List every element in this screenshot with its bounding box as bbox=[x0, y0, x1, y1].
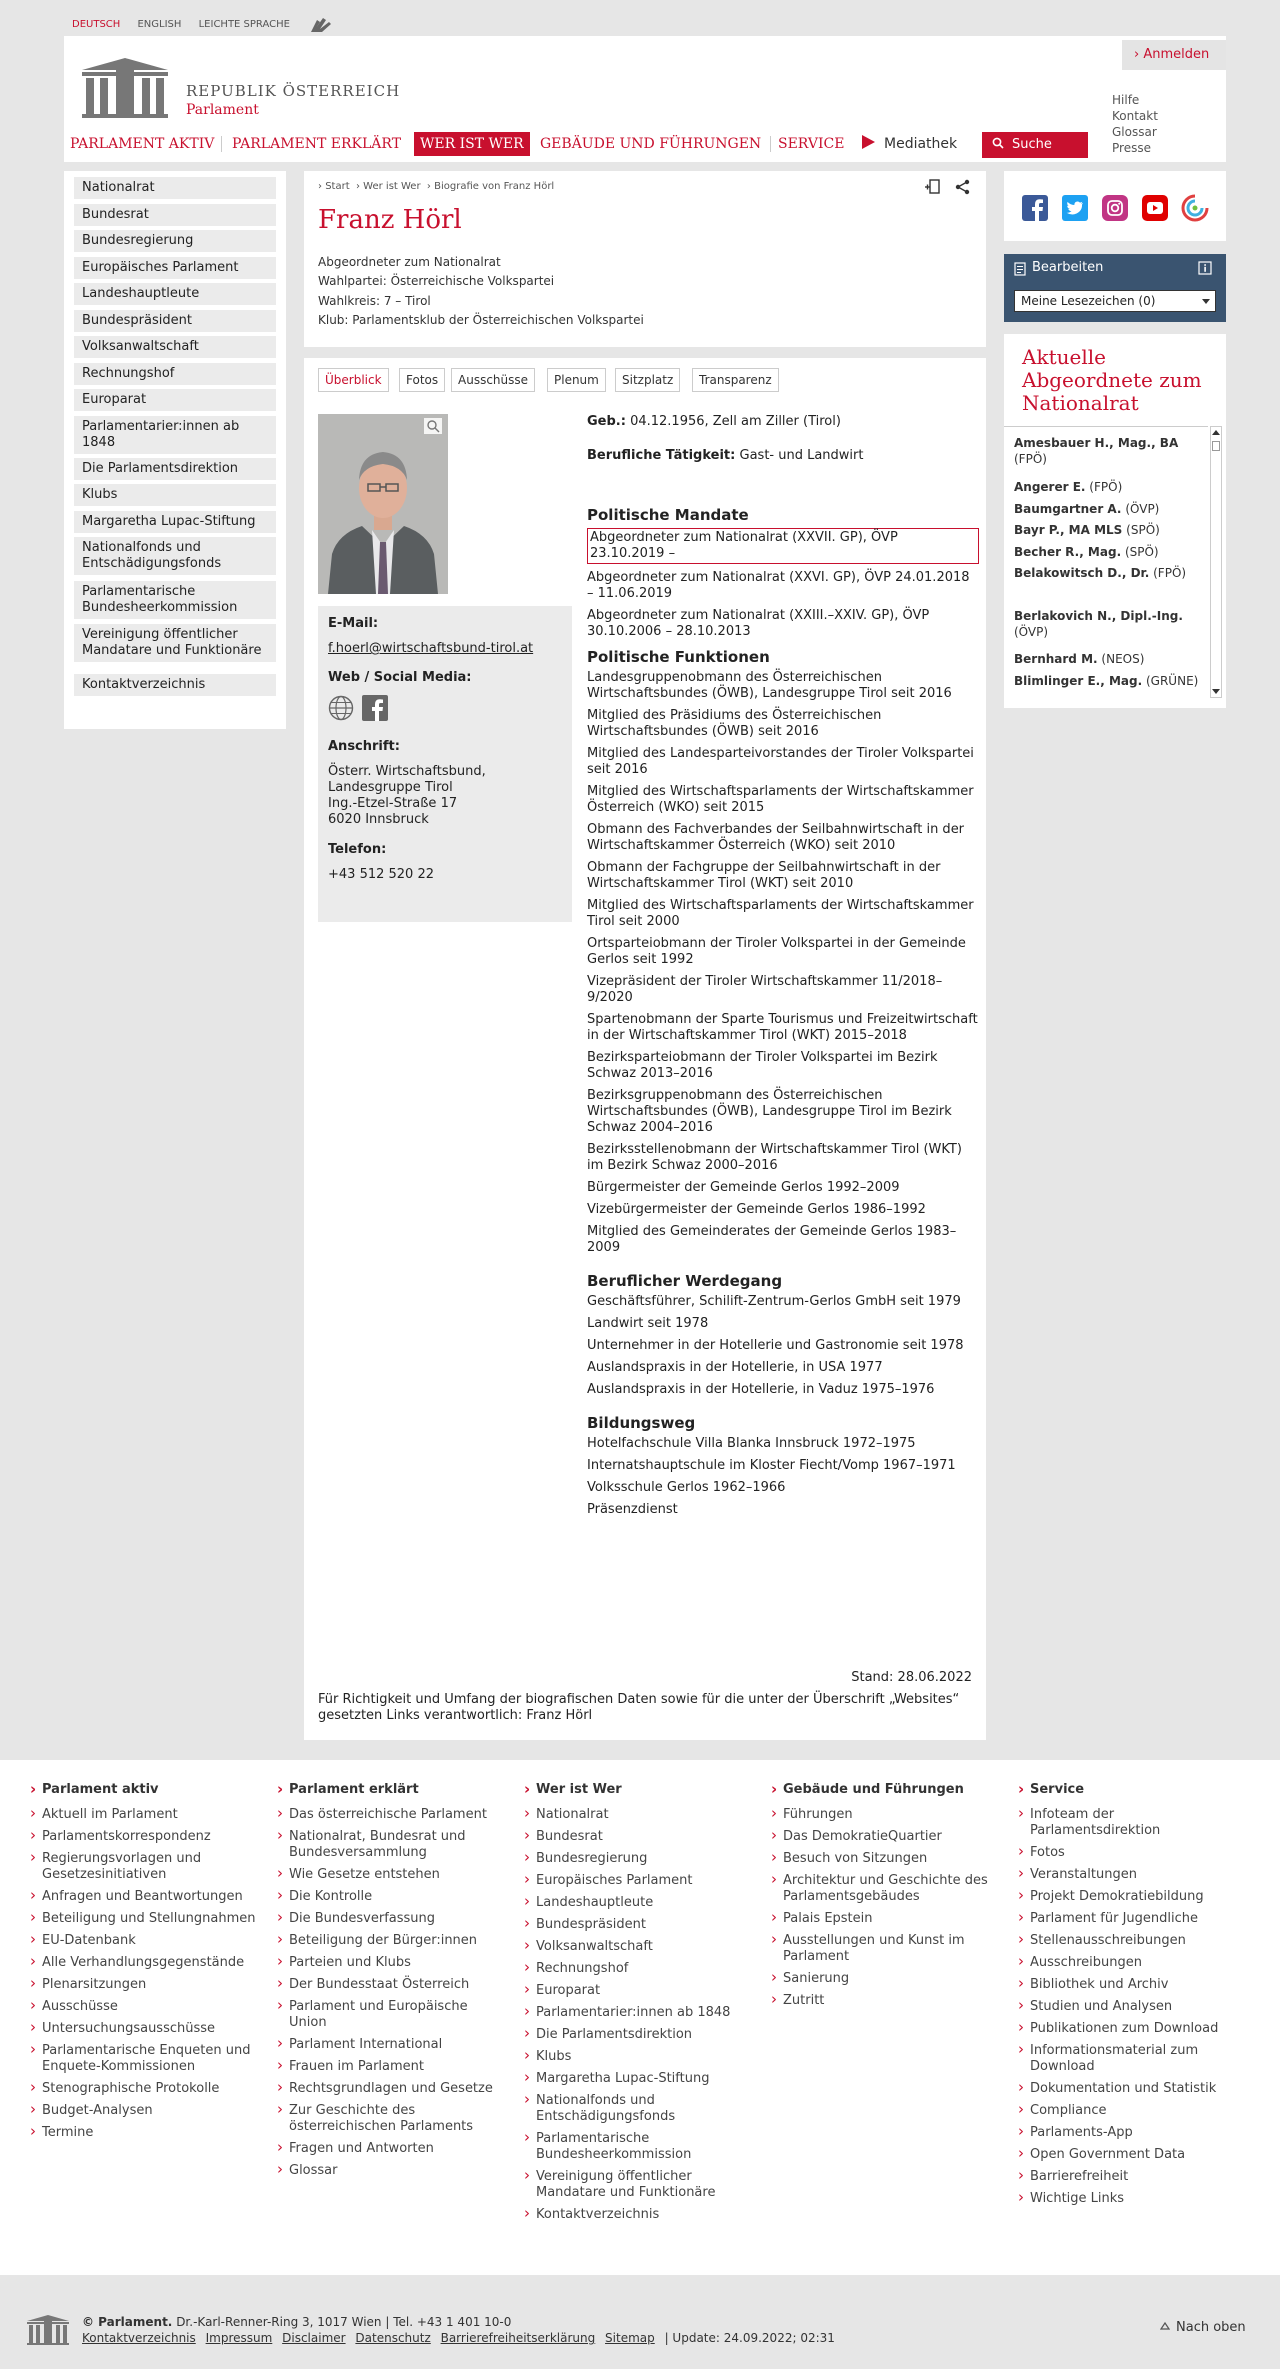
twitter-icon[interactable] bbox=[1062, 195, 1088, 221]
mps-list bbox=[1004, 426, 1208, 698]
footer-link[interactable]: › Informationsmaterial zum Download bbox=[1018, 2043, 1244, 2075]
mp-list-item[interactable]: Baumgartner A. (ÖVP) bbox=[1014, 502, 1160, 516]
util-kontakt[interactable]: Kontakt bbox=[1112, 109, 1158, 123]
mandate-item: Abgeordneter zum Nationalrat (XXVII. GP), ÖVP 23.10.2019 – bbox=[587, 528, 979, 564]
footer-link[interactable]: › EU-Datenbank bbox=[30, 1933, 256, 1949]
footer-heading[interactable]: › Gebäude und Führungen bbox=[771, 1782, 997, 1797]
bookmarks-select-value: Meine Lesezeichen (0) bbox=[1021, 294, 1156, 308]
play-icon bbox=[860, 134, 876, 150]
mediathek-label: Mediathek bbox=[884, 136, 958, 152]
footer-link[interactable]: › Plenarsitzungen bbox=[30, 1977, 256, 1993]
footer-link[interactable]: › Budget-Analysen bbox=[30, 2103, 256, 2119]
mp-list-item[interactable]: Angerer E. (FPÖ) bbox=[1014, 480, 1123, 494]
footer-link[interactable]: › Beteiligung und Stellungnahmen bbox=[30, 1911, 256, 1927]
footer-heading[interactable]: › Service bbox=[1018, 1782, 1244, 1797]
footer-link[interactable]: › Parlamentskorrespondenz bbox=[30, 1829, 256, 1845]
nav-parlament-aktiv[interactable]: PARLAMENT AKTIV bbox=[70, 136, 215, 152]
share-icon[interactable] bbox=[954, 178, 972, 196]
education-item: Volksschule Gerlos 1962–1966 bbox=[587, 1480, 786, 1495]
address-line: Österr. Wirtschaftsbund, bbox=[328, 764, 486, 779]
footer-link[interactable]: › Rechnungshof bbox=[524, 1961, 750, 1977]
footer-link[interactable]: › Europarat bbox=[524, 1983, 750, 1999]
search-label: Suche bbox=[1012, 137, 1052, 152]
site-footer bbox=[0, 1760, 1280, 2275]
podcast-icon[interactable] bbox=[1180, 193, 1210, 223]
mandate-item: Abgeordneter zum Nationalrat (XXIII.–XXIV. GP), ÖVP 30.10.2006 – 28.10.2013 bbox=[587, 608, 930, 639]
footer-link[interactable]: › Margaretha Lupac-Stiftung bbox=[524, 2071, 750, 2087]
born-value: 04.12.1956, Zell am Ziller (Tirol) bbox=[630, 414, 841, 429]
disclaimer: Für Richtigkeit und Umfang der biografischen Daten sowie für die unter der Überschrift „Websites“ gesetzten Links verantwortlich: Franz Hörl bbox=[318, 1692, 960, 1723]
footer-link[interactable]: › Frauen im Parlament bbox=[277, 2059, 503, 2075]
footer-link[interactable]: › Palais Epstein bbox=[771, 1911, 997, 1927]
career-item: Auslandspraxis in der Hotellerie, in USA 1977 bbox=[587, 1360, 883, 1375]
footer-link[interactable]: › Studien und Analysen bbox=[1018, 1999, 1244, 2015]
tab-plenum[interactable]: Plenum bbox=[547, 368, 606, 392]
contact-box bbox=[318, 606, 572, 922]
back-to-top[interactable] bbox=[1160, 2320, 1246, 2335]
footer-link[interactable]: › Europäisches Parlament bbox=[524, 1873, 750, 1889]
login-label: Anmelden bbox=[1143, 47, 1210, 62]
back-to-top-label: Nach oben bbox=[1176, 2320, 1246, 2335]
mp-list-item[interactable]: Amesbauer H., Mag., BA (FPÖ) bbox=[1014, 436, 1179, 466]
career-heading: Beruflicher Werdegang bbox=[587, 1272, 783, 1290]
profile-district: Wahlkreis: 7 – Tirol bbox=[318, 294, 431, 308]
function-item: Obmann des Fachverbandes der Seilbahnwirtschaft in der Wirtschaftskammer Österreich (WKO) seit 2010 bbox=[587, 822, 965, 853]
footer-link[interactable]: › Bundesrat bbox=[524, 1829, 750, 1845]
tab-ausschuesse[interactable]: Ausschüsse bbox=[451, 368, 535, 392]
footer-link[interactable]: › Termine bbox=[30, 2125, 256, 2141]
footer-link[interactable]: › Bibliothek und Archiv bbox=[1018, 1977, 1244, 1993]
function-item: Vizepräsident der Tiroler Wirtschaftskammer 11/2018–9/2020 bbox=[587, 974, 943, 1005]
mediathek-link[interactable] bbox=[860, 132, 957, 156]
info-icon[interactable] bbox=[1198, 261, 1212, 275]
address-line: Landesgruppe Tirol bbox=[328, 780, 453, 795]
scroll-down-icon[interactable] bbox=[1212, 687, 1220, 695]
phone-label: Telefon: bbox=[328, 842, 387, 857]
site-header bbox=[64, 36, 1226, 162]
footer-link[interactable]: › Parlament und Europäische Union bbox=[277, 1999, 503, 2031]
function-item: Vizebürgermeister der Gemeinde Gerlos 1986–1992 bbox=[587, 1202, 926, 1217]
footer-link[interactable]: › Barrierefreiheit bbox=[1018, 2169, 1244, 2185]
footer-link[interactable]: › Bundesregierung bbox=[524, 1851, 750, 1867]
footer-link[interactable]: › Parlament für Jugendliche bbox=[1018, 1911, 1244, 1927]
email-link[interactable]: f.hoerl@wirtschaftsbund-tirol.at bbox=[328, 641, 534, 656]
email-label: E-Mail: bbox=[328, 616, 379, 631]
sidebar-item[interactable]: Nationalrat bbox=[74, 177, 276, 199]
footer-link[interactable]: › Projekt Demokratiebildung bbox=[1018, 1889, 1244, 1905]
breadcrumb: › Start › Wer ist Wer › Biografie von Franz Hörl bbox=[318, 181, 555, 192]
tab-fotos[interactable]: Fotos bbox=[399, 368, 445, 392]
mps-list-scrollbar[interactable] bbox=[1210, 426, 1222, 698]
career-item: Unternehmer in der Hotellerie und Gastronomie seit 1978 bbox=[587, 1338, 964, 1353]
footer-link[interactable]: › Bundespräsident bbox=[524, 1917, 750, 1933]
footer-link[interactable]: › Architektur und Geschichte des Parlamentsgebäudes bbox=[771, 1873, 997, 1905]
facebook-icon[interactable] bbox=[362, 695, 388, 721]
function-item: Mitglied des Wirtschaftsparlaments der Wirtschaftskammer Tirol seit 2000 bbox=[587, 898, 974, 929]
footer-heading[interactable]: › Parlament aktiv bbox=[30, 1782, 256, 1797]
footer-link[interactable]: › Glossar bbox=[277, 2163, 503, 2179]
footer-link[interactable]: › Das österreichische Parlament bbox=[277, 1807, 503, 1823]
sidebar-item[interactable]: Klubs bbox=[74, 484, 276, 506]
footer-link[interactable]: › Vereinigung öffentlicher Mandatare und Funktionäre bbox=[524, 2169, 750, 2201]
function-item: Landesgruppenobmann des Österreichischen Wirtschaftsbundes (ÖWB), Landesgruppe Tirol seit 2016 bbox=[587, 670, 952, 701]
profile-club: Klub: Parlamentsklub der Österreichischen Volkspartei bbox=[318, 313, 644, 327]
footer-link[interactable]: › Kontaktverzeichnis bbox=[524, 2207, 750, 2223]
bookmarks-select[interactable] bbox=[1014, 290, 1216, 312]
mandate-item: Abgeordneter zum Nationalrat (XXVI. GP), ÖVP 24.01.2018 – 11.06.2019 bbox=[587, 570, 970, 601]
footer-link[interactable]: › Volksanwaltschaft bbox=[524, 1939, 750, 1955]
edit-panel bbox=[1004, 254, 1226, 322]
mp-list-item[interactable]: Berlakovich N., Dipl.-Ing. (ÖVP) bbox=[1014, 609, 1183, 639]
lang-leichte-sprache[interactable]: LEICHTE SPRACHE bbox=[198, 19, 290, 30]
function-item: Bezirksstellenobmann der Wirtschaftskammer Tirol (WKT) im Bezirk Schwaz 2000–2016 bbox=[587, 1142, 962, 1173]
sidebar-item[interactable]: Rechnungshof bbox=[74, 363, 276, 385]
biography bbox=[587, 414, 979, 1524]
footer-link[interactable]: › Die Parlamentsdirektion bbox=[524, 2027, 750, 2043]
mps-panel-title: Aktuelle Abgeordnete zum Nationalrat bbox=[1022, 345, 1202, 415]
last-updated: Stand: 28.06.2022 bbox=[851, 1670, 972, 1685]
address-block bbox=[328, 764, 562, 828]
function-item: Mitglied des Landesparteivorstandes der Tiroler Volkspartei seit 2016 bbox=[587, 746, 974, 777]
job-value: Gast- und Landwirt bbox=[739, 448, 864, 463]
nav-gebaeude-fuehrungen[interactable]: GEBÄUDE UND FÜHRUNGEN bbox=[540, 136, 762, 152]
footer-link[interactable]: › Die Bundesverfassung bbox=[277, 1911, 503, 1927]
scrollbar-thumb[interactable] bbox=[1212, 441, 1220, 451]
footer-link[interactable]: › Landeshauptleute bbox=[524, 1895, 750, 1911]
bottom-text bbox=[82, 2314, 835, 2346]
bottom-link[interactable]: Barrierefreiheitserklärung bbox=[440, 2331, 596, 2345]
sidebar-item[interactable]: Bundespräsident bbox=[74, 310, 276, 332]
tab-transparenz[interactable]: Transparenz bbox=[692, 368, 779, 392]
footer-link[interactable]: › Alle Verhandlungsgegenstände bbox=[30, 1955, 256, 1971]
parliament-logo-icon[interactable] bbox=[80, 56, 170, 124]
sidebar-item[interactable]: Europarat bbox=[74, 389, 276, 411]
footer-link[interactable]: › Der Bundesstaat Österreich bbox=[277, 1977, 503, 1993]
career-item: Auslandspraxis in der Hotellerie, in Vaduz 1975–1976 bbox=[587, 1382, 935, 1397]
bottom-link[interactable]: Disclaimer bbox=[282, 2331, 346, 2345]
bookmark-add-icon[interactable] bbox=[924, 178, 942, 196]
footer-link[interactable]: › Besuch von Sitzungen bbox=[771, 1851, 997, 1867]
function-item: Mitglied des Gemeinderates der Gemeinde Gerlos 1983–2009 bbox=[587, 1224, 957, 1255]
footer-link[interactable]: › Wie Gesetze entstehen bbox=[277, 1867, 503, 1883]
footer-link[interactable]: › Regierungsvorlagen und Gesetzesinitiativen bbox=[30, 1851, 256, 1883]
footer-link[interactable]: › Parlamentarische Enqueten und Enquete-Kommissionen bbox=[30, 2043, 256, 2075]
mp-list-item[interactable]: Bernhard M. (NEOS) bbox=[1014, 652, 1145, 666]
bottom-link[interactable]: Kontaktverzeichnis bbox=[82, 2331, 196, 2345]
function-item: Bürgermeister der Gemeinde Gerlos 1992–2009 bbox=[587, 1180, 900, 1195]
sidebar-item[interactable]: Europäisches Parlament bbox=[74, 257, 276, 279]
footer-link[interactable]: › Fragen und Antworten bbox=[277, 2141, 503, 2157]
sidebar-item[interactable]: Vereinigung öffentlicher Mandatare und Funktionäre bbox=[74, 624, 276, 662]
profile-role: Abgeordneter zum Nationalrat bbox=[318, 255, 501, 269]
edit-title: Bearbeiten bbox=[1032, 260, 1104, 275]
career-item: Geschäftsführer, Schilift-Zentrum-Gerlos GmbH seit 1979 bbox=[587, 1294, 961, 1309]
arrow-up-icon bbox=[1160, 2321, 1170, 2331]
address-line: Ing.-Etzel-Straße 17 bbox=[328, 796, 458, 811]
chevron-down-icon bbox=[1201, 296, 1211, 306]
share-tools bbox=[924, 178, 972, 200]
social-links bbox=[328, 695, 562, 725]
footer-link[interactable]: › Führungen bbox=[771, 1807, 997, 1823]
footer-link[interactable]: › Die Kontrolle bbox=[277, 1889, 503, 1905]
youtube-icon[interactable] bbox=[1142, 195, 1168, 221]
main-content bbox=[304, 358, 986, 1740]
footer-col-service bbox=[1018, 1782, 1244, 2213]
footer-link[interactable]: › Compliance bbox=[1018, 2103, 1244, 2119]
mp-list-item[interactable]: Blimlinger E., Mag. (GRÜNE) bbox=[1014, 674, 1199, 688]
logo-title: REPUBLIK ÖSTERREICH bbox=[186, 82, 401, 100]
footer-link[interactable]: › Nationalfonds und Entschädigungsfonds bbox=[524, 2093, 750, 2125]
footer-col-parlament-aktiv bbox=[30, 1782, 256, 2147]
footer-link[interactable]: › Sanierung bbox=[771, 1971, 997, 1987]
mandates-heading: Politische Mandate bbox=[587, 506, 749, 524]
sidebar-nav bbox=[64, 171, 286, 729]
main-nav bbox=[64, 132, 1226, 156]
logo-subtitle: Parlament bbox=[186, 102, 259, 118]
footer-link[interactable]: › Untersuchungsausschüsse bbox=[30, 2021, 256, 2037]
phone-number[interactable]: +43 512 520 22 bbox=[328, 867, 434, 882]
footer-col-parlament-erklaert bbox=[277, 1782, 503, 2185]
util-presse[interactable]: Presse bbox=[1112, 141, 1151, 155]
footer-link[interactable]: › Nationalrat, Bundesrat und Bundesversammlung bbox=[277, 1829, 503, 1861]
sidebar-item[interactable]: Kontaktverzeichnis bbox=[74, 674, 276, 696]
sidebar-item[interactable]: Parlamentarische Bundesheerkommission bbox=[74, 581, 276, 619]
website-globe-icon[interactable] bbox=[328, 695, 354, 721]
footer-heading[interactable]: › Wer ist Wer bbox=[524, 1782, 750, 1797]
lang-deutsch[interactable]: DEUTSCH bbox=[72, 19, 121, 30]
address: Dr.-Karl-Renner-Ring 3, 1017 Wien | Tel. +43 1 401 10-0 bbox=[176, 2315, 512, 2329]
education-item: Hotelfachschule Villa Blanka Innsbruck 1972–1975 bbox=[587, 1436, 916, 1451]
footer-link[interactable]: › Publikationen zum Download bbox=[1018, 2021, 1244, 2037]
nav-wer-ist-wer[interactable]: WER IST WER bbox=[414, 132, 530, 156]
footer-heading[interactable]: › Parlament erklärt bbox=[277, 1782, 503, 1797]
facebook-icon[interactable] bbox=[1022, 195, 1048, 221]
function-item: Mitglied des Wirtschaftsparlaments der Wirtschaftskammer Österreich (WKO) seit 2015 bbox=[587, 784, 974, 815]
nav-service[interactable]: SERVICE bbox=[778, 136, 845, 152]
profile-party: Wahlpartei: Österreichische Volkspartei bbox=[318, 274, 555, 288]
function-item: Spartenobmann der Sparte Tourismus und Freizeitwirtschaft in der Wirtschaftskammer Tirol (WKT) 2015–2018 bbox=[587, 1012, 978, 1043]
footer-link[interactable]: › Dokumentation und Statistik bbox=[1018, 2081, 1244, 2097]
born-label: Geb.: bbox=[587, 414, 626, 429]
util-hilfe[interactable]: Hilfe bbox=[1112, 93, 1140, 107]
page-title: Franz Hörl bbox=[318, 205, 462, 235]
mp-list-item[interactable]: Belakowitsch D., Dr. (FPÖ) bbox=[1014, 566, 1187, 580]
function-item: Ortsparteiobmann der Tiroler Volkspartei in der Gemeinde Gerlos seit 1992 bbox=[587, 936, 966, 967]
footer-col-gebaeude bbox=[771, 1782, 997, 2015]
career-item: Landwirt seit 1978 bbox=[587, 1316, 709, 1331]
footer-link[interactable]: › Klubs bbox=[524, 2049, 750, 2065]
job-label: Berufliche Tätigkeit: bbox=[587, 448, 736, 463]
footer-link[interactable]: › Parlamentarier:innen ab 1848 bbox=[524, 2005, 750, 2021]
mp-list-item[interactable]: Becher R., Mag. (SPÖ) bbox=[1014, 545, 1159, 559]
footer-link[interactable]: › Parlament International bbox=[277, 2037, 503, 2053]
education-heading: Bildungsweg bbox=[587, 1414, 696, 1432]
bottom-link[interactable]: Impressum bbox=[205, 2331, 273, 2345]
sidebar-item[interactable]: Bundesregierung bbox=[74, 230, 276, 252]
util-glossar[interactable]: Glossar bbox=[1112, 125, 1157, 139]
sidebar-item[interactable]: Nationalfonds und Entschädigungsfonds bbox=[74, 537, 276, 575]
functions-heading: Politische Funktionen bbox=[587, 648, 770, 666]
tab-ueberblick[interactable]: Überblick bbox=[318, 368, 389, 392]
mp-list-item[interactable]: Bayr P., MA MLS (SPÖ) bbox=[1014, 523, 1160, 537]
edit-list-icon bbox=[1014, 262, 1026, 276]
bottom-link[interactable]: Datenschutz bbox=[355, 2331, 431, 2345]
bottom-bar bbox=[0, 2290, 1280, 2369]
sign-language-icon[interactable] bbox=[307, 14, 335, 34]
footer-link[interactable]: › Parlamentarische Bundesheerkommission bbox=[524, 2131, 750, 2163]
profile-header bbox=[304, 171, 986, 347]
footer-link[interactable]: › Stenographische Protokolle bbox=[30, 2081, 256, 2097]
function-item: Bezirksgruppenobmann des Österreichischen Wirtschaftsbundes (ÖWB), Landesgruppe Tirol im Bezirk Schwaz 2004–2016 bbox=[587, 1088, 952, 1135]
sidebar-item[interactable]: Parlamentarier:innen ab 1848 bbox=[74, 416, 276, 454]
footer-link[interactable]: › Rechtsgrundlagen und Gesetze bbox=[277, 2081, 503, 2097]
function-item: Obmann der Fachgruppe der Seilbahnwirtschaft in der Wirtschaftskammer Tirol (WKT) seit 2010 bbox=[587, 860, 941, 891]
parliament-logo-icon[interactable] bbox=[26, 2314, 70, 2346]
footer-link[interactable]: › Fotos bbox=[1018, 1845, 1244, 1861]
footer-link[interactable]: › Das DemokratieQuartier bbox=[771, 1829, 997, 1845]
footer-link[interactable]: › Wichtige Links bbox=[1018, 2191, 1244, 2207]
footer-link[interactable]: › Zur Geschichte des österreichischen Parlaments bbox=[277, 2103, 503, 2135]
bottom-link[interactable]: Sitemap bbox=[605, 2331, 655, 2345]
language-bar bbox=[72, 14, 335, 34]
footer-link[interactable]: › Parteien und Klubs bbox=[277, 1955, 503, 1971]
footer-col-wer-ist-wer bbox=[524, 1782, 750, 2229]
crumb-wer-ist-wer[interactable]: Wer ist Wer bbox=[363, 181, 421, 192]
sidebar-item[interactable]: Volksanwaltschaft bbox=[74, 336, 276, 358]
footer-link[interactable]: › Open Government Data bbox=[1018, 2147, 1244, 2163]
sidebar-item[interactable]: Die Parlamentsdirektion bbox=[74, 458, 276, 480]
footer-link[interactable]: › Ausschreibungen bbox=[1018, 1955, 1244, 1971]
education-item: Präsenzdienst bbox=[587, 1502, 678, 1517]
search-button[interactable] bbox=[982, 132, 1088, 158]
portrait-photo[interactable] bbox=[318, 414, 448, 594]
current-mps-panel bbox=[1004, 334, 1226, 708]
update-info: | Update: 24.09.2022; 02:31 bbox=[664, 2331, 835, 2345]
nav-parlament-erklaert[interactable]: PARLAMENT ERKLÄRT bbox=[232, 136, 402, 152]
copyright: © Parlament. bbox=[82, 2315, 173, 2329]
search-icon bbox=[992, 137, 1004, 149]
login-button[interactable]: › Anmelden bbox=[1122, 40, 1226, 70]
scroll-up-icon[interactable] bbox=[1212, 429, 1220, 437]
footer-link[interactable]: › Nationalrat bbox=[524, 1807, 750, 1823]
footer-link[interactable]: › Aktuell im Parlament bbox=[30, 1807, 256, 1823]
footer-link[interactable]: › Zutritt bbox=[771, 1993, 997, 2009]
function-item: Bezirksparteiobmann der Tiroler Volkspartei im Bezirk Schwaz 2013–2016 bbox=[587, 1050, 938, 1081]
web-label: Web / Social Media: bbox=[328, 670, 472, 685]
tab-sitzplatz[interactable]: Sitzplatz bbox=[615, 368, 680, 392]
footer-link[interactable]: › Ausschüsse bbox=[30, 1999, 256, 2015]
education-item: Internatshauptschule im Kloster Fiecht/Vomp 1967–1971 bbox=[587, 1458, 956, 1473]
lang-english[interactable]: ENGLISH bbox=[137, 19, 182, 30]
sidebar-item[interactable]: Bundesrat bbox=[74, 204, 276, 226]
instagram-icon[interactable] bbox=[1102, 195, 1128, 221]
sidebar-item[interactable]: Margaretha Lupac-Stiftung bbox=[74, 511, 276, 533]
footer-link[interactable]: › Parlaments-App bbox=[1018, 2125, 1244, 2141]
footer-link[interactable]: › Ausstellungen und Kunst im Parlament bbox=[771, 1933, 997, 1965]
footer-link[interactable]: › Infoteam der Parlamentsdirektion bbox=[1018, 1807, 1244, 1839]
footer-link[interactable]: › Anfragen und Beantwortungen bbox=[30, 1889, 256, 1905]
logo-text[interactable] bbox=[186, 82, 400, 118]
sidebar-item[interactable]: Landeshauptleute bbox=[74, 283, 276, 305]
social-share-box bbox=[1004, 171, 1226, 241]
crumb-start[interactable]: Start bbox=[325, 181, 350, 192]
footer-link[interactable]: › Stellenausschreibungen bbox=[1018, 1933, 1244, 1949]
footer-link[interactable]: › Veranstaltungen bbox=[1018, 1867, 1244, 1883]
footer-link[interactable]: › Beteiligung der Bürger:innen bbox=[277, 1933, 503, 1949]
crumb-current: Biografie von Franz Hörl bbox=[434, 181, 555, 192]
address-label: Anschrift: bbox=[328, 739, 400, 754]
function-item: Mitglied des Präsidiums des Österreichischen Wirtschaftsbundes (ÖWB) seit 2016 bbox=[587, 708, 882, 739]
address-line: 6020 Innsbruck bbox=[328, 812, 429, 827]
